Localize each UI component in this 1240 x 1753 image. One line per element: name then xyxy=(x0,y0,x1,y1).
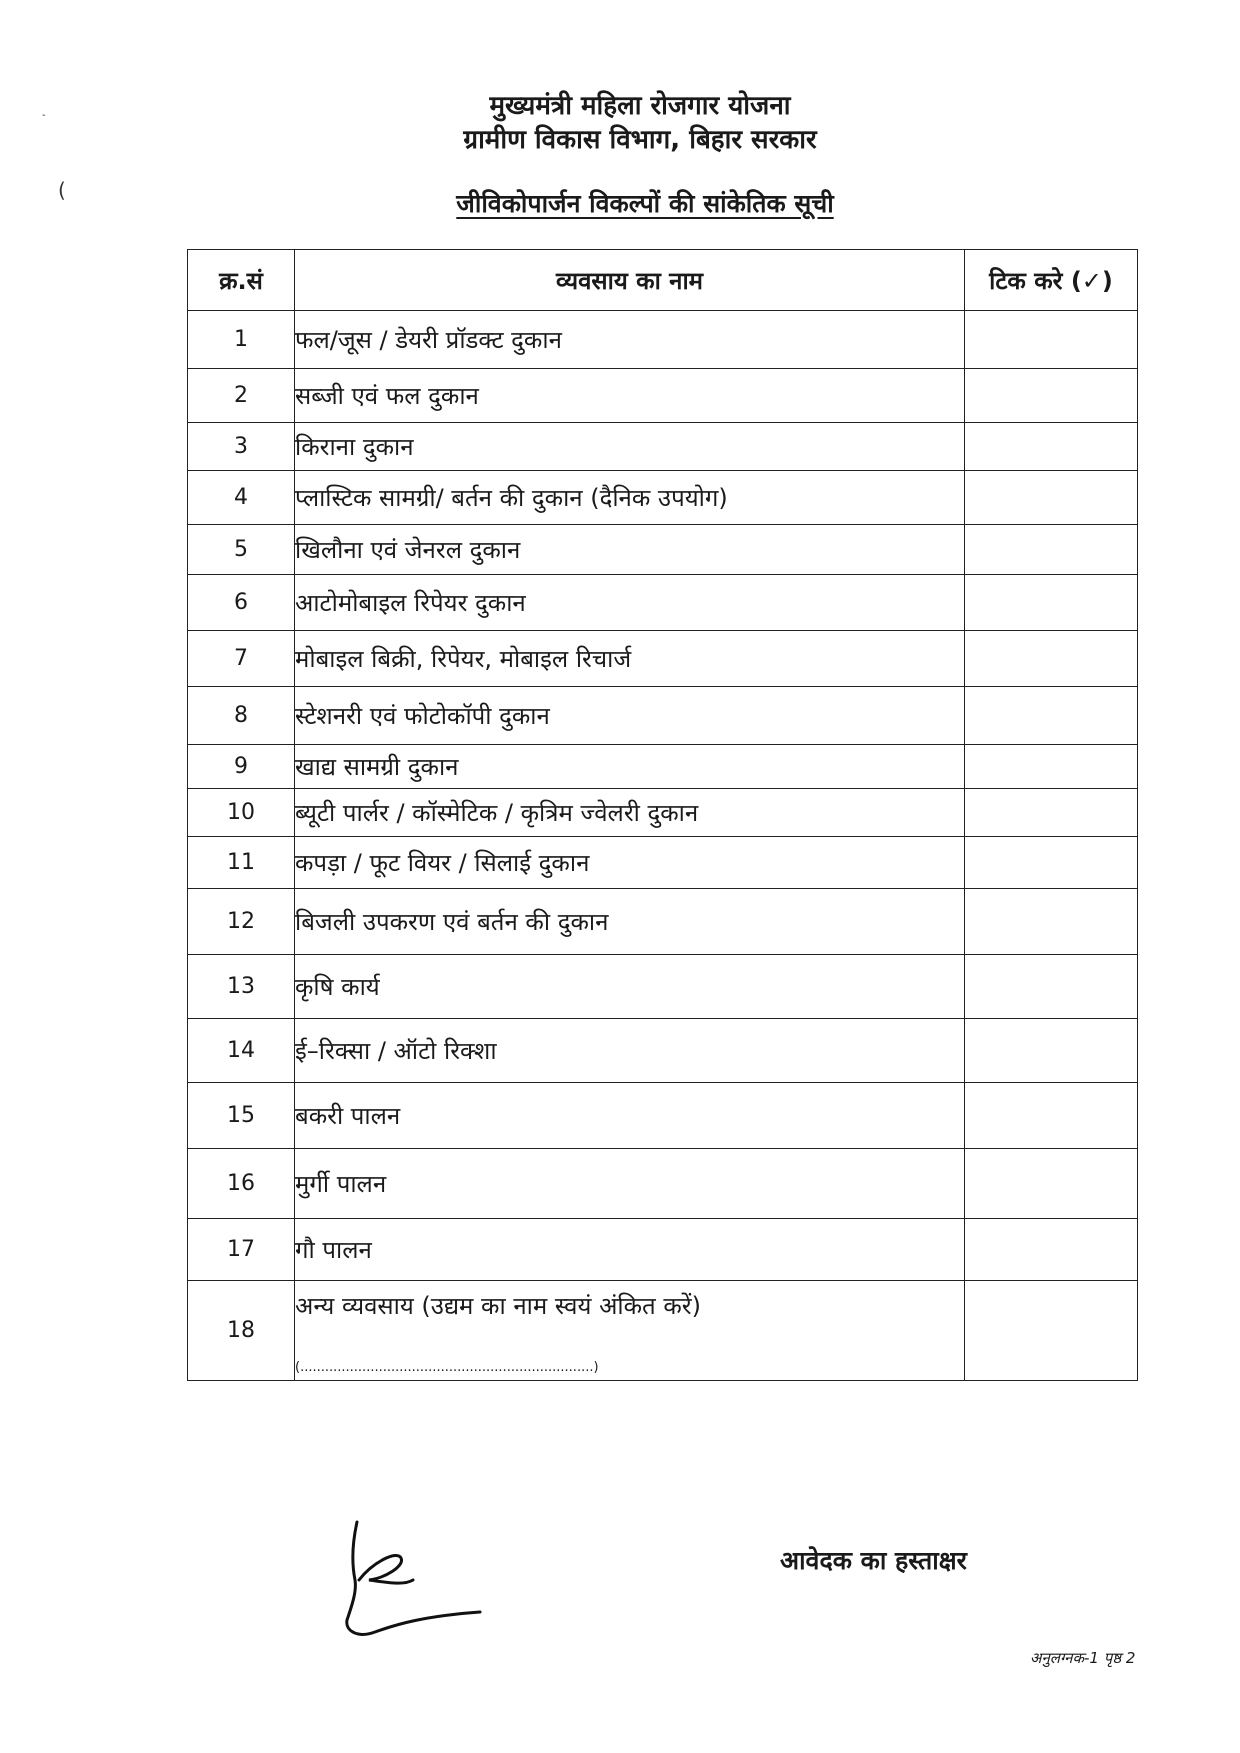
table-row xyxy=(188,745,1138,789)
business-options-table xyxy=(187,249,1138,1381)
table-row xyxy=(188,955,1138,1019)
tick-cell[interactable] xyxy=(965,575,1138,631)
tick-cell[interactable] xyxy=(965,631,1138,687)
tick-cell[interactable] xyxy=(965,955,1138,1019)
table-header-row xyxy=(188,250,1138,311)
other-business-cell xyxy=(295,1281,965,1381)
business-name: खिलौना एवं जेनरल दुकान xyxy=(295,525,965,575)
serial-number: 10 xyxy=(188,789,295,837)
business-name: मुर्गी पालन xyxy=(295,1149,965,1219)
serial-number: 4 xyxy=(188,471,295,525)
business-name: सब्जी एवं फल दुकान xyxy=(295,369,965,423)
scan-speck: ( xyxy=(58,178,66,202)
other-business-label: अन्य व्यवसाय (उद्यम का नाम स्वयं अंकित करें) xyxy=(295,1292,701,1320)
table-row xyxy=(188,789,1138,837)
tick-cell[interactable] xyxy=(965,1281,1138,1381)
tick-cell[interactable] xyxy=(965,311,1138,369)
business-name-column-header: व्यवसाय का नाम xyxy=(295,250,965,311)
tick-cell[interactable] xyxy=(965,837,1138,889)
list-subtitle: जीविकोपार्जन विकल्पों की सांकेतिक सूची xyxy=(456,189,834,218)
table-row-other xyxy=(188,1281,1138,1381)
serial-number: 9 xyxy=(188,745,295,789)
business-name: मोबाइल बिक्री, रिपेयर, मोबाइल रिचार्ज xyxy=(295,631,965,687)
serial-number: 3 xyxy=(188,423,295,471)
tick-cell[interactable] xyxy=(965,789,1138,837)
tick-cell[interactable] xyxy=(965,1019,1138,1083)
serial-number: 13 xyxy=(188,955,295,1019)
business-name: फल/जूस / डेयरी प्रॉडक्ट दुकान xyxy=(295,311,965,369)
tick-cell[interactable] xyxy=(965,471,1138,525)
tick-cell[interactable] xyxy=(965,889,1138,955)
serial-number: 7 xyxy=(188,631,295,687)
applicant-signature xyxy=(345,1520,485,1640)
table-row xyxy=(188,631,1138,687)
serial-number: 1 xyxy=(188,311,295,369)
serial-number: 8 xyxy=(188,687,295,745)
business-name: खाद्य सामग्री दुकान xyxy=(295,745,965,789)
business-name: आटोमोबाइल रिपेयर दुकान xyxy=(295,575,965,631)
business-name: ब्यूटी पार्लर / कॉस्मेटिक / कृत्रिम ज्वेलरी दुकान xyxy=(295,789,965,837)
serial-number: 18 xyxy=(188,1281,295,1381)
table-row xyxy=(188,423,1138,471)
serial-number: 16 xyxy=(188,1149,295,1219)
table-row xyxy=(188,1149,1138,1219)
table-row xyxy=(188,311,1138,369)
serial-number: 14 xyxy=(188,1019,295,1083)
business-name: प्लास्टिक सामग्री/ बर्तन की दुकान (दैनिक उपयोग) xyxy=(295,471,965,525)
table-row xyxy=(188,369,1138,423)
business-name: कपड़ा / फूट वियर / सिलाई दुकान xyxy=(295,837,965,889)
business-name: बकरी पालन xyxy=(295,1083,965,1149)
business-name: ई–रिक्सा / ऑटो रिक्शा xyxy=(295,1019,965,1083)
tick-cell[interactable] xyxy=(965,423,1138,471)
serial-number: 11 xyxy=(188,837,295,889)
signature-label: आवेदक का हस्ताक्षर xyxy=(780,1546,967,1575)
table-row xyxy=(188,575,1138,631)
tick-cell[interactable] xyxy=(965,1149,1138,1219)
annexure-page-note: अनुलग्नक-1 पृष्ठ 2 xyxy=(1030,1649,1136,1667)
table-row xyxy=(188,687,1138,745)
serial-number: 2 xyxy=(188,369,295,423)
table-body xyxy=(188,311,1138,1281)
business-name: किराना दुकान xyxy=(295,423,965,471)
scheme-title: मुख्यमंत्री महिला रोजगार योजना xyxy=(489,91,791,121)
tick-cell[interactable] xyxy=(965,369,1138,423)
serial-number: 6 xyxy=(188,575,295,631)
table-row xyxy=(188,471,1138,525)
other-business-blank[interactable]: (.......................................................................) xyxy=(295,1360,599,1375)
business-name: गौ पालन xyxy=(295,1219,965,1281)
serial-number: 12 xyxy=(188,889,295,955)
table-row xyxy=(188,889,1138,955)
table-row xyxy=(188,1219,1138,1281)
serial-number: 17 xyxy=(188,1219,295,1281)
serial-number: 15 xyxy=(188,1083,295,1149)
business-name: कृषि कार्य xyxy=(295,955,965,1019)
scan-speck: - xyxy=(42,110,46,121)
serial-number: 5 xyxy=(188,525,295,575)
tick-cell[interactable] xyxy=(965,1083,1138,1149)
table-row xyxy=(188,1083,1138,1149)
tick-cell[interactable] xyxy=(965,745,1138,789)
table-row xyxy=(188,525,1138,575)
business-name: स्टेशनरी एवं फोटोकॉपी दुकान xyxy=(295,687,965,745)
table-row xyxy=(188,1019,1138,1083)
table-row xyxy=(188,837,1138,889)
tick-column-header: टिक करे (✓) xyxy=(965,250,1138,311)
business-name: बिजली उपकरण एवं बर्तन की दुकान xyxy=(295,889,965,955)
tick-cell[interactable] xyxy=(965,687,1138,745)
tick-cell[interactable] xyxy=(965,525,1138,575)
serial-column-header: क्र.सं xyxy=(188,250,295,311)
department-title: ग्रामीण विकास विभाग, बिहार सरकार xyxy=(463,125,817,155)
tick-cell[interactable] xyxy=(965,1219,1138,1281)
